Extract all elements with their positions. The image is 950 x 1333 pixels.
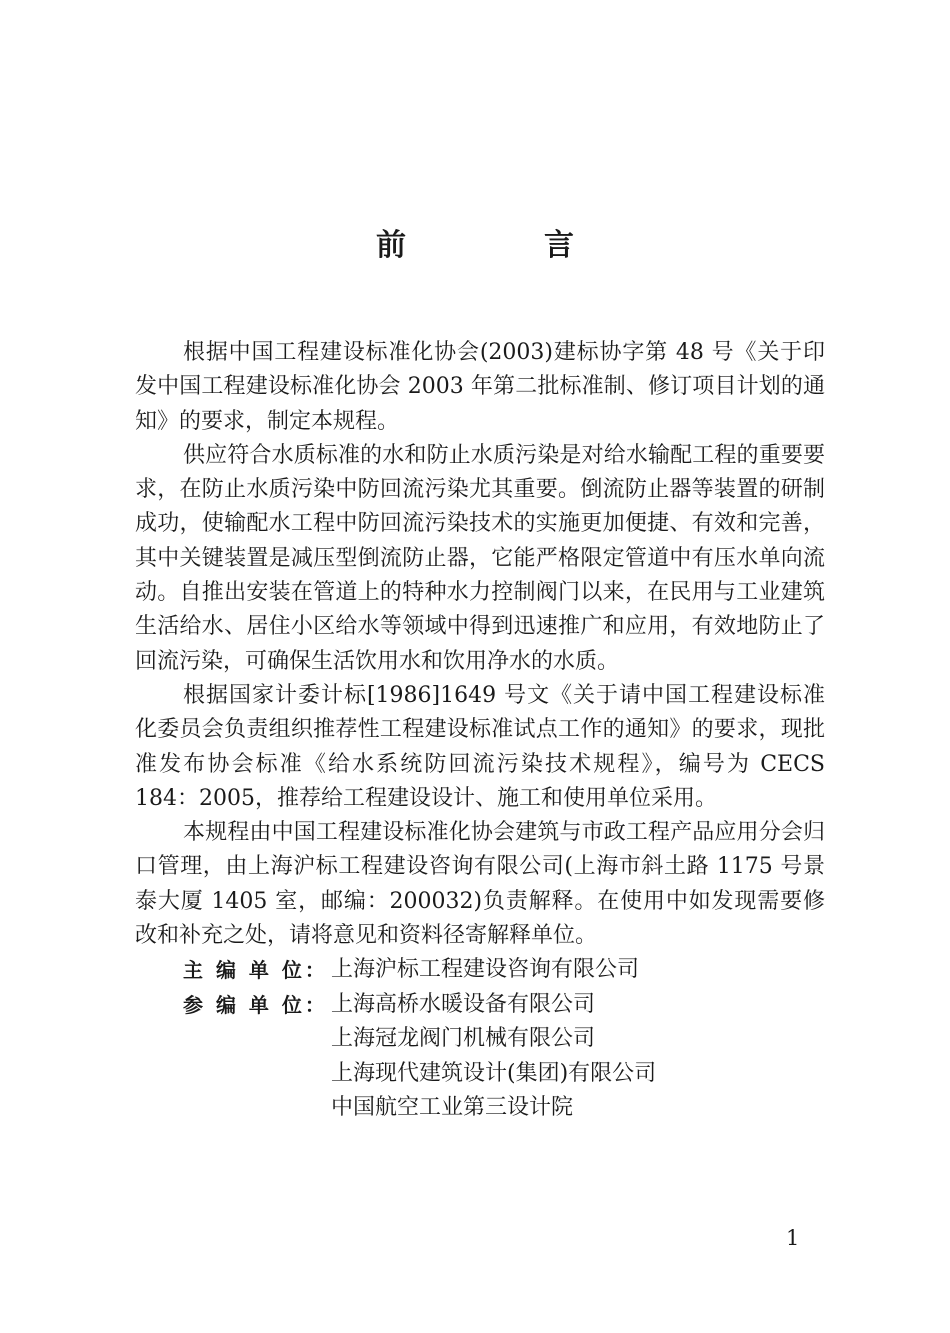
participating-editor-unit: 上海现代建筑设计(集团)有限公司: [331, 1060, 657, 1086]
participating-editor-unit: 上海高桥水暖设备有限公司: [331, 991, 596, 1017]
paragraph: 根据国家计委计标[1986]1649 号文《关于请中国工程建设标准化委员会负责组织推荐性工程建设标准试点工作的通知》的要求，现批准发布协会标准《给水系统防回流污染技术规程》，编号为 CECS 184：2005，推荐给工程建设设计、施工和使用单位采用。: [135, 682, 825, 811]
participating-editor-unit: 中国航空工业第三设计院: [331, 1095, 574, 1121]
chief-editor-list: [331, 953, 639, 988]
chief-editor-label: 主 编 单 位：: [183, 958, 328, 983]
chief-editor-unit: 上海沪标工程建设咨询有限公司: [331, 957, 640, 983]
participating-editors-list: [331, 988, 656, 1126]
editor-units: [135, 953, 825, 1126]
paragraph: 本规程由中国工程建设标准化协会建筑与市政工程产品应用分会归口管理，由上海沪标工程建设咨询有限公司(上海市斜土路 1175 号景泰大厦 1405 室，邮编：200032)负责解释。在使用中如发现需要修改和补充之处，请将意见和资料径寄解释单位。: [135, 820, 825, 949]
chief-editor-row: [135, 953, 825, 988]
paragraph: 供应符合水质标准的水和防止水质污染是对给水输配工程的重要要求，在防止水质污染中防回流污染尤其重要。倒流防止器等装置的研制成功，使输配水工程中防回流污染技术的实施更加便捷、有效和完善，其中关键装置是减压型倒流防止器，它能严格限定管道中有压水单向流动。自推出安装在管道上的特种水力控制阀门以来，在民用与工业建筑生活给水、居住小区给水等领域中得到迅速推广和应用，有效地防止了回流污染，可确保生活饮用水和饮用净水的水质。: [135, 442, 825, 674]
participating-editors-label: 参 编 单 位：: [183, 992, 328, 1017]
page-title: 前 言: [376, 228, 628, 263]
participating-editors-row: [135, 988, 825, 1126]
paragraph: 根据中国工程建设标准化协会(2003)建标协字第 48 号《关于印发中国工程建设标准化协会 2003 年第二批标准制、修订项目计划的通知》的要求，制定本规程。: [135, 340, 825, 434]
page-number: 1: [786, 1226, 800, 1250]
participating-editor-unit: 上海冠龙阀门机械有限公司: [331, 1026, 596, 1052]
preface-body: [135, 336, 825, 1126]
